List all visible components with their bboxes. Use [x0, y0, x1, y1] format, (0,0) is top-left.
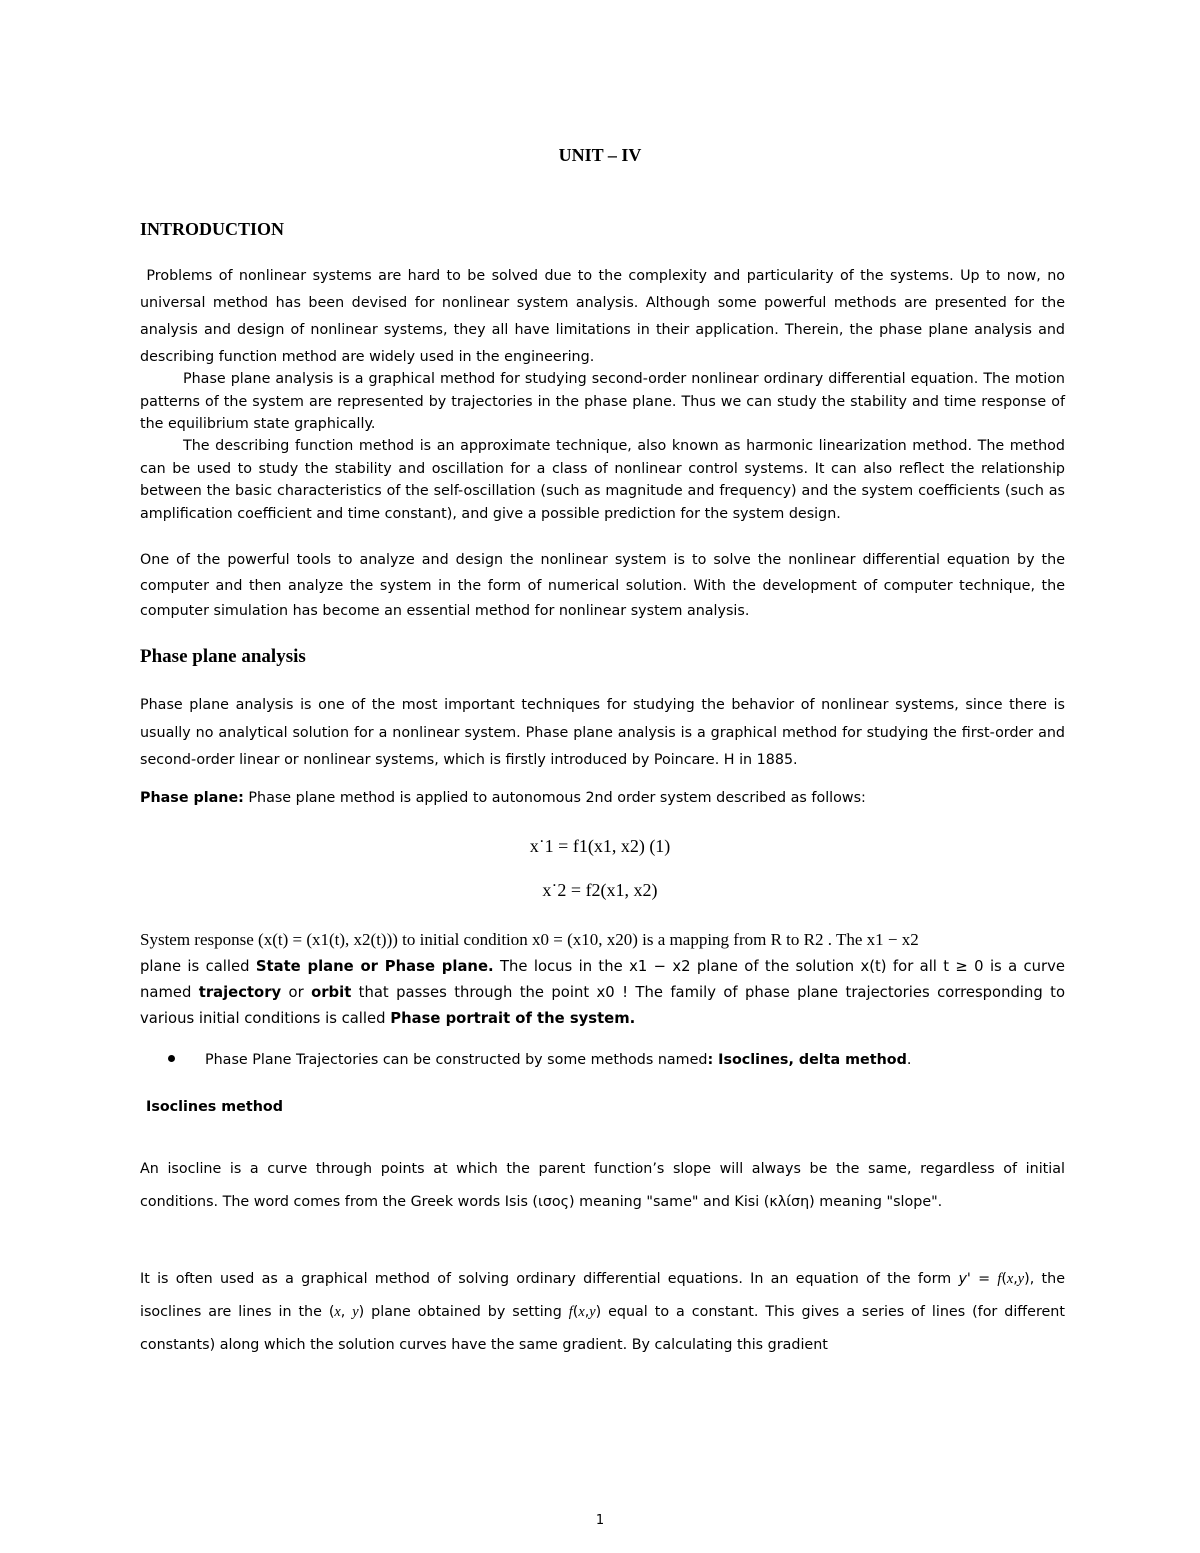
iso-p2-y2: y — [352, 1304, 359, 1320]
response-line-1: System response (x(t) = (x1(t), x2(t))) to initial condition x0 = (x10, x20) is a mapping from R to R2 . The x1 − x2 — [140, 930, 919, 949]
iso-p2-y3: y — [589, 1304, 596, 1320]
isoclines-paragraph-1: An isocline is a curve through points at which the parent function’s slope will always be the same, regardless of initial conditions. The word comes from the Greek words Isis (ισος) meaning "same" and Kisi (κλίση) meaning "slope". — [140, 1161, 1065, 1210]
iso-p2-f: , — [340, 1304, 353, 1320]
phase-plane-analysis-paragraph: Phase plane analysis is one of the most important techniques for studying the behavior of nonlinear systems, since there is usually no analytical solution for a nonlinear system. Phase plane analysis is a graphical method for studying the first-order and second-order linear or nonlinear systems, which is firstly introduced by Poincare. H in 1885. — [140, 697, 1065, 768]
bullet-end: . — [906, 1052, 912, 1068]
iso-p2-i: , — [584, 1304, 590, 1320]
iso-p2-f2: f — [568, 1304, 573, 1320]
response-text-d: that passes through the point x0 ! The family of phase plane trajectories corresponding to various initial conditions is called — [140, 984, 1065, 1027]
unit-title: UNIT – IV — [558, 145, 642, 165]
isoclines-heading: Isoclines method — [146, 1099, 283, 1115]
iso-p2-c: ( — [1001, 1271, 1007, 1287]
response-text-a: plane is called — [140, 958, 256, 975]
trajectory-term: trajectory — [198, 984, 282, 1001]
phase-plane-definition — [140, 790, 1065, 806]
iso-p2-f1: f — [997, 1271, 1002, 1287]
phase-plane-analysis-heading: Phase plane analysis — [140, 646, 306, 667]
equation-1: x˙1 = f1(x1, x2) (1) — [529, 836, 671, 856]
response-text-b: The locus in the x1 − x2 plane of the solution x(t) for all t ≥ 0 is a curve named — [140, 958, 1065, 1001]
bullet-item — [168, 1052, 911, 1068]
introduction-heading: INTRODUCTION — [140, 219, 285, 239]
iso-p2-x1: x — [1006, 1271, 1014, 1287]
bullet-icon — [168, 1055, 175, 1062]
introduction-paragraph-2: Phase plane analysis is a graphical method for studying second-order nonlinear ordinary differential equation. The motion patterns of the system are represented by trajectories in the phase plane. Thus we can study the stability and time response of the equilibrium state graphically. — [140, 371, 1065, 433]
introduction-paragraph-1-text: Problems of nonlinear systems are hard to be solved due to the complexity and particularity of the systems. Up to now, no universal method has been devised for nonlinear system analysis. Although some powerful methods are presented for the analysis and design of nonlinear systems, they all have limitations in their application. Therein, the phase plane analysis and describing function method are widely used in the engineering. — [140, 268, 1066, 365]
iso-p2-d: , — [1013, 1271, 1018, 1287]
introduction-paragraph-3: The describing function method is an approximate technique, also known as harmonic linearization method. The method can be used to study the stability and oscillation for a class of nonlinear control systems. It can also reflect the relationship between the basic characteristics of the self-oscillation (such as magnitude and frequency) and the system coefficients (such as amplification coefficient and time constant), and give a possible prediction for the system design. — [140, 438, 1065, 523]
introduction-paragraph-4: One of the powerful tools to analyze and design the nonlinear system is to solve the nonlinear differential equation by the computer and then analyze the system in the form of numerical solution. With the development of computer technique, the computer simulation has become an essential method for nonlinear system analysis. — [140, 552, 1065, 619]
iso-p2-y1: y — [1017, 1271, 1025, 1287]
bullet-methods: Isoclines, delta method — [713, 1052, 907, 1068]
page-number: 1 — [595, 1513, 605, 1528]
iso-p2-x2: x — [334, 1304, 341, 1320]
isoclines-paragraph-2 — [140, 1263, 1065, 1362]
phase-portrait-term: Phase portrait of the system. — [390, 1010, 636, 1027]
orbit-term: orbit — [311, 984, 352, 1001]
iso-p2-b: ' = — [966, 1271, 998, 1287]
response-text-c: or — [281, 984, 312, 1001]
iso-p2-g: ) plane obtained by setting — [358, 1304, 569, 1320]
iso-p2-e: ), the isoclines are lines in the ( — [140, 1271, 1065, 1320]
phase-plane-label: Phase plane: — [140, 790, 244, 806]
introduction-paragraph-1 — [140, 263, 1065, 371]
iso-p2-x3: x — [578, 1304, 585, 1320]
iso-p2-h: ( — [572, 1304, 579, 1320]
equation-2: x˙2 = f2(x1, x2) — [542, 880, 658, 900]
phase-plane-text: Phase plane method is applied to autonomous 2nd order system described as follows: — [243, 790, 866, 806]
iso-p2-a: It is often used as a graphical method of solving ordinary differential equations. In an equation of the form — [140, 1271, 959, 1287]
bullet-text: Phase Plane Trajectories can be constructed by some methods named — [205, 1052, 708, 1068]
iso-p2-y: y — [958, 1271, 967, 1287]
state-plane-term: State plane or Phase plane. — [255, 958, 494, 975]
bullet-colon: : — [707, 1052, 714, 1068]
system-response-paragraph — [140, 927, 1065, 1032]
iso-p2-j: ) equal to a constant. This gives a series of lines (for different constants) along which the solution curves have the same gradient. By calculating this gradient — [140, 1304, 1065, 1353]
